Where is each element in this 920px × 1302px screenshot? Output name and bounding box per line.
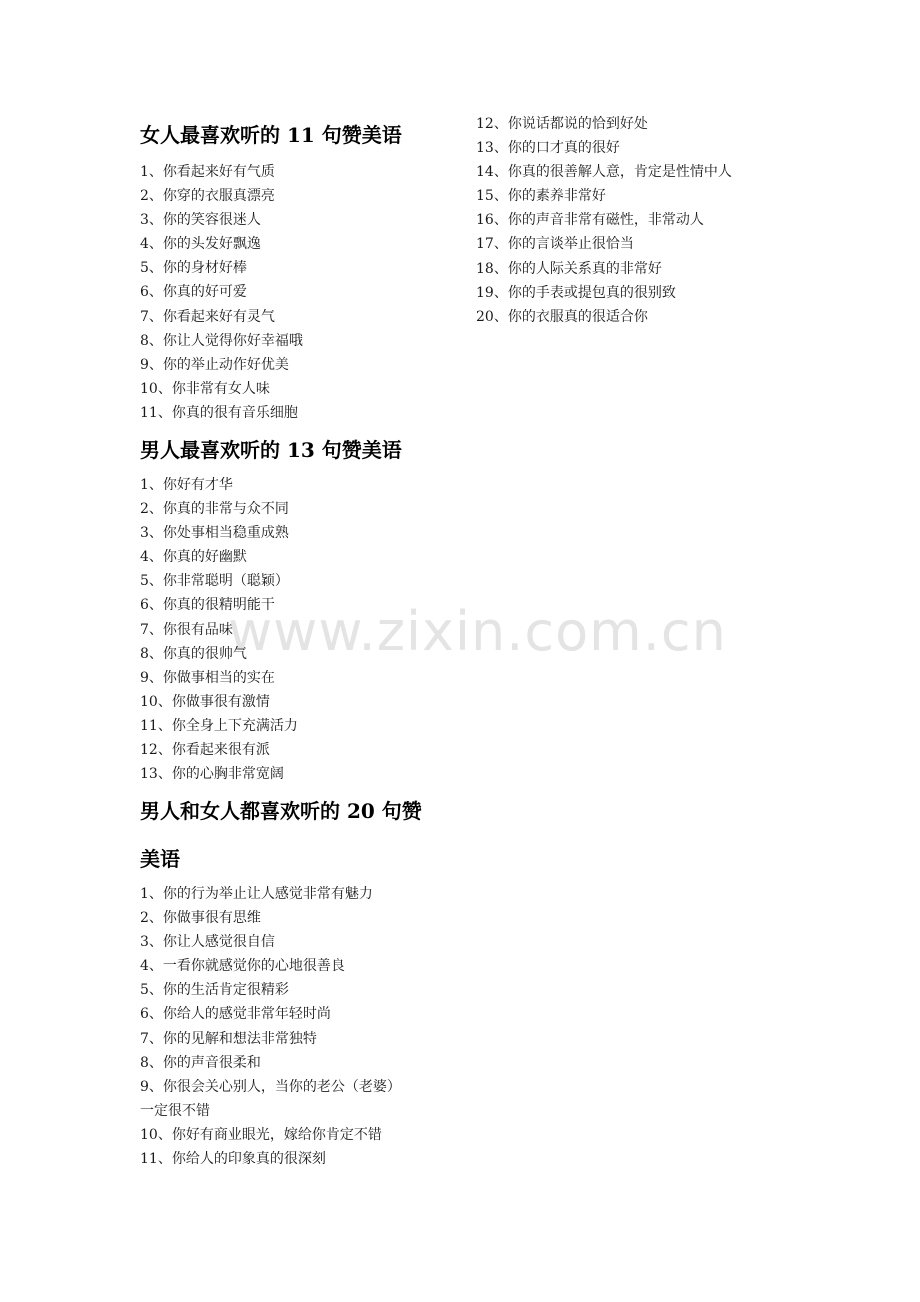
list-item: 17、你的言谈举止很恰当 [476, 236, 634, 253]
list-item: 1、你的行为举止让人感觉非常有魅力 [140, 886, 373, 902]
list-item: 2、你做事很有思维 [140, 910, 261, 927]
right-column [476, 112, 896, 329]
list-item: 10、你非常有女人味 [140, 380, 270, 397]
list-item: 13、你的心胸非常宽阔 [140, 766, 284, 783]
section-women-title: 女人最喜欢听的 11 句赞美语 [140, 123, 402, 147]
list-item: 16、你的声音非常有磁性，非常动人 [476, 212, 704, 229]
list-item: 10、你做事很有激情 [140, 693, 270, 710]
section-men-list [140, 473, 298, 786]
list-item: 12、你看起来很有派 [140, 742, 270, 759]
list-item: 11、你全身上下充满活力 [140, 717, 298, 734]
list-item: 5、你的生活肯定很精彩 [140, 982, 289, 999]
list-item: 10、你好有商业眼光，嫁给你肯定不错 [140, 1126, 382, 1143]
list-item: 11、你真的很有音乐细胞 [140, 404, 298, 421]
list-item: 4、一看你就感觉你的心地很善良 [140, 958, 345, 975]
list-item: 15、你的素养非常好 [476, 188, 606, 205]
list-item: 8、你的声音很柔和 [140, 1054, 261, 1071]
list-item: 1、你好有才华 [140, 477, 233, 493]
list-item: 19、你的手表或提包真的很别致 [476, 284, 676, 301]
section-both-title-line1: 男人和女人都喜欢听的 20 句赞 [140, 799, 422, 823]
list-item: 7、你的见解和想法非常独特 [140, 1030, 317, 1047]
list-item: 14、你真的很善解人意，肯定是性情中人 [476, 164, 732, 181]
section-both-title-line2: 美语 [140, 847, 180, 871]
list-item: 8、你让人觉得你好幸福哦 [140, 332, 303, 349]
list-item: 20、你的衣服真的很适合你 [476, 308, 648, 325]
list-item: 6、你真的很精明能干 [140, 597, 275, 614]
section-women-list [140, 160, 303, 425]
list-item: 9、你很会关心别人，当你的老公（老婆） [140, 1078, 401, 1095]
list-item: 13、你的口才真的很好 [476, 140, 620, 157]
list-item: 11、你给人的印象真的很深刻 [140, 1151, 326, 1168]
section-both-list-right [476, 112, 896, 329]
list-item: 7、你很有品味 [140, 621, 233, 638]
list-item: 9、你做事相当的实在 [140, 669, 275, 686]
list-item: 4、你的头发好飘逸 [140, 236, 261, 253]
list-item: 5、你的身材好棒 [140, 260, 247, 277]
list-item: 2、你穿的衣服真漂亮 [140, 188, 275, 205]
list-item: 3、你处事相当稳重成熟 [140, 525, 289, 542]
list-item: 2、你真的非常与众不同 [140, 501, 289, 518]
list-item: 9、你的举止动作好优美 [140, 356, 289, 373]
list-item: 3、你的笑容很迷人 [140, 212, 261, 229]
list-item: 5、你非常聪明（聪颖） [140, 573, 289, 590]
list-item: 4、你真的好幽默 [140, 549, 247, 566]
list-item: 6、你给人的感觉非常年轻时尚 [140, 1006, 331, 1023]
list-item: 12、你说话都说的恰到好处 [476, 116, 648, 132]
list-item-continuation: 一定很不错 [140, 1102, 210, 1119]
list-item: 1、你看起来好有气质 [140, 164, 275, 180]
section-men-title: 男人最喜欢听的 13 句赞美语 [140, 438, 402, 462]
watermark-text: www.zixin.com.cn [228, 600, 727, 663]
list-item: 18、你的人际关系真的非常好 [476, 260, 662, 277]
section-both-list-left [140, 882, 401, 1171]
list-item: 8、你真的很帅气 [140, 645, 247, 662]
list-item: 3、你让人感觉很自信 [140, 934, 275, 951]
list-item: 6、你真的好可爱 [140, 284, 247, 301]
list-item: 7、你看起来好有灵气 [140, 308, 275, 325]
